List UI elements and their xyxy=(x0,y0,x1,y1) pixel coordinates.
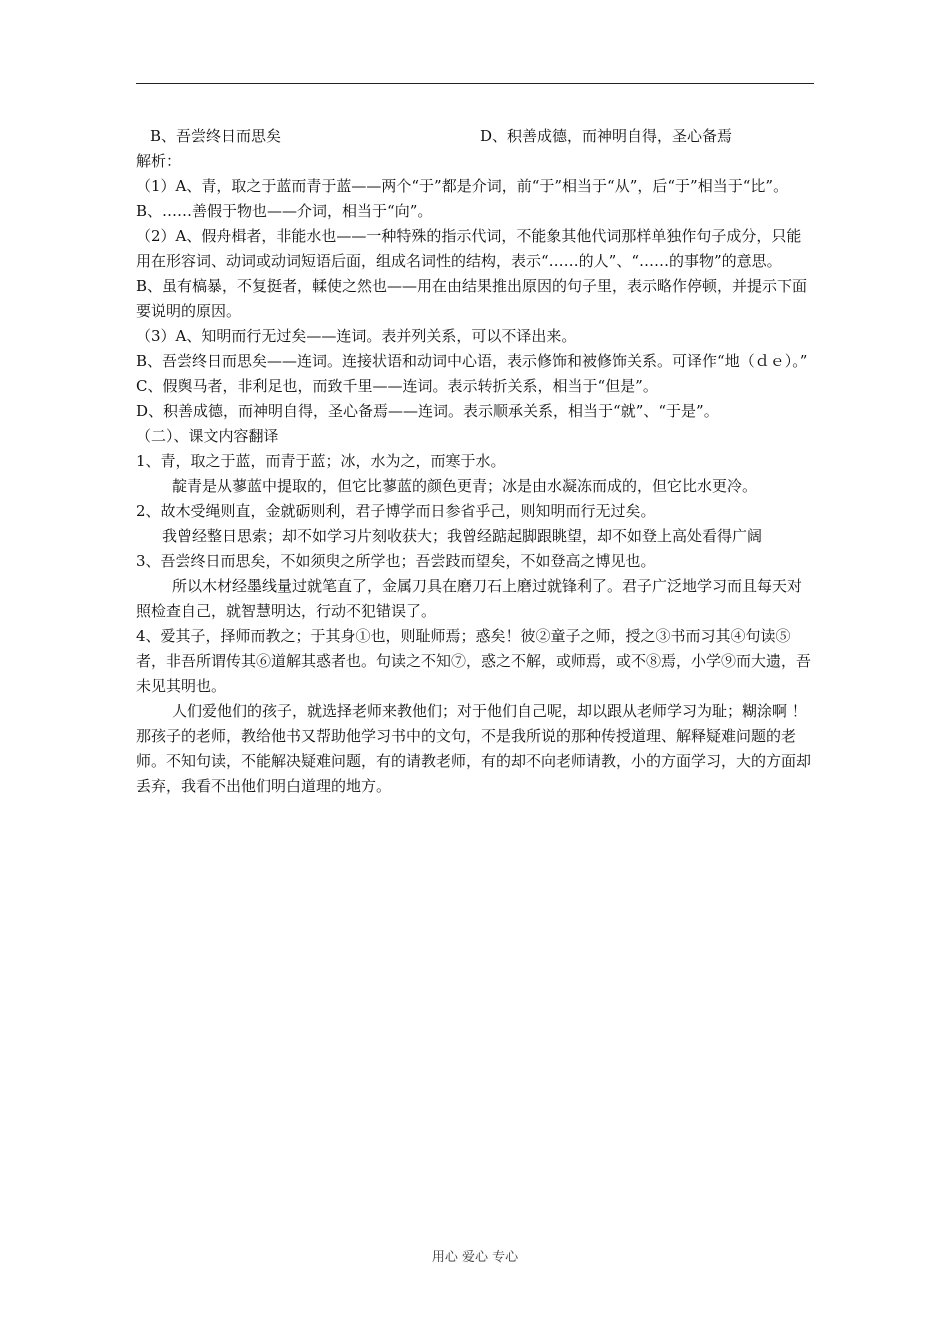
source-1: 1、青，取之于蓝，而青于蓝；冰，水为之，而寒于水。 xyxy=(136,452,506,470)
option-d: D、积善成德，而神明自得，圣心备焉 xyxy=(480,127,733,145)
analysis-p3b: B、吾尝终日而思矣——连词。连接状语和动词中心语，表示修饰和被修饰关系。可译作“地（ｄｅ）。” xyxy=(136,352,808,370)
header-rule xyxy=(136,83,814,84)
source-3: 3、吾尝终日而思矣，不如须臾之所学也；吾尝跂而望矣，不如登高之博见也。 xyxy=(136,552,656,570)
analysis-p3a: （3）A、知明而行无过矣——连词。表并列关系，可以不译出来。 xyxy=(136,327,577,345)
analysis-p1: （1）A、青，取之于蓝而青于蓝——两个“于”都是介词，前“于”相当于“从”，后“于”相当于“比”。B、……善假于物也——介词，相当于“向”。 xyxy=(136,177,789,220)
analysis-p2: （2）A、假舟楫者，非能水也——一种特殊的指示代词，不能象其他代词那样单独作句子成分，只能用在形容词、动词或动词短语后面，组成名词性的结构，表示“……的人”、“……的事物”的意思。 xyxy=(136,227,802,270)
translation-heading: （二）、课文内容翻译 xyxy=(136,427,279,445)
source-4: 4、爱其子，择师而教之；于其身①也，则耻师焉；惑矣！彼②童子之师，授之③书而习其④句读⑤者，非吾所谓传其⑥道解其惑者也。句读之不知⑦，惑之不解，或师焉，或不⑧焉，小学⑨而大遗，吾未见其明也。 xyxy=(136,627,812,695)
analysis-p3c: C、假舆马者，非利足也，而致千里——连词。表示转折关系，相当于“但是”。 xyxy=(136,377,658,395)
document-body xyxy=(136,124,816,799)
analysis-p2b: B、虽有槁暴，不复挺者，輮使之然也——用在由结果推出原因的句子里，表示略作停顿，并提示下面要说明的原因。 xyxy=(136,277,808,320)
analysis-p3d: D、积善成德，而神明自得，圣心备焉——连词。表示顺承关系，相当于“就”、“于是”。 xyxy=(136,402,719,420)
option-b: B、吾尝终日而思矣 xyxy=(150,127,282,145)
analysis-heading: 解析： xyxy=(136,152,182,170)
translation-3: 所以木材经墨线量过就笔直了，金属刀具在磨刀石上磨过就锋利了。君子广泛地学习而且每天对照检查自己，就智慧明达，行动不犯错误了。 xyxy=(136,577,803,620)
page-footer: 用心 爱心 专心 xyxy=(431,1250,519,1265)
source-2: 2、故木受绳则直，金就砺则利，君子博学而日参省乎己，则知明而行无过矣。 xyxy=(136,502,656,520)
translation-4: 人们爱他们的孩子，就选择老师来教他们；对于他们自己呢，却以跟从老师学习为耻；糊涂啊 ！那孩子的老师，教给他书又帮助他学习书中的文句，不是我所说的那种传授道理、解释疑难问题的老师。不知句读，不能解决疑难问题，有的请教老师，有的却不向老师请教，小的方面学习，大的方面却丢弃，我看不出他们明白道理的地方。 xyxy=(136,702,812,795)
options-row xyxy=(136,124,816,149)
translation-1: 靛青是从蓼蓝中提取的，但它比蓼蓝的颜色更青；冰是由水凝冻而成的，但它比水更冷。 xyxy=(172,477,758,495)
translation-2: 我曾经整日思索；却不如学习片刻收获大；我曾经踮起脚跟眺望，却不如登上高处看得广阔 xyxy=(162,527,763,545)
